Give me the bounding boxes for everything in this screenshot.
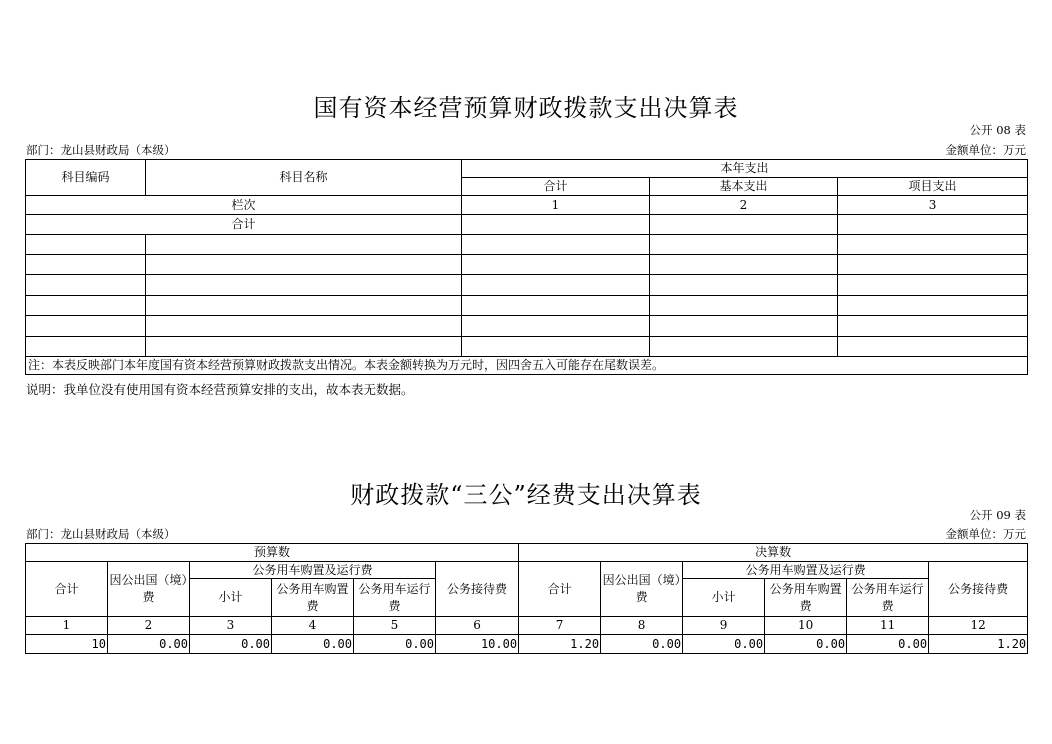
table08-code: 公开 08 表 bbox=[969, 123, 1026, 137]
header-subtotal: 小计 bbox=[190, 579, 272, 617]
table-row bbox=[26, 296, 1028, 316]
header-basic-expense: 基本支出 bbox=[650, 178, 838, 196]
header-budget: 预算数 bbox=[26, 544, 519, 562]
header-total: 合计 bbox=[462, 178, 650, 196]
table09-unit: 金额单位：万元 bbox=[945, 527, 1026, 541]
value-cell: 10.00 bbox=[436, 635, 519, 654]
column-index-2: 2 bbox=[650, 196, 838, 215]
column-number: 2 bbox=[108, 617, 190, 635]
header-total: 合计 bbox=[26, 562, 108, 617]
header-vehicle-purchase: 公务用车购置费 bbox=[765, 579, 847, 617]
column-number: 3 bbox=[190, 617, 272, 635]
header-vehicle-operation: 公务用车运行费 bbox=[847, 579, 929, 617]
header-final-accounts: 决算数 bbox=[519, 544, 1028, 562]
column-number: 9 bbox=[683, 617, 765, 635]
value-cell: 0.00 bbox=[765, 635, 847, 654]
table-row bbox=[26, 255, 1028, 275]
table-row bbox=[26, 635, 1028, 654]
column-number: 8 bbox=[601, 617, 683, 635]
header-vehicle-expense: 公务用车购置及运行费 bbox=[190, 562, 436, 579]
column-number: 11 bbox=[847, 617, 929, 635]
value-cell: 1.20 bbox=[519, 635, 601, 654]
value-cell: 0.00 bbox=[601, 635, 683, 654]
header-reception-expense: 公务接待费 bbox=[929, 562, 1028, 617]
table08-department: 部门：龙山县财政局（本级） bbox=[26, 143, 176, 157]
header-vehicle-operation: 公务用车运行费 bbox=[354, 579, 436, 617]
table09 bbox=[25, 543, 1028, 654]
header-subject-code: 科目编码 bbox=[26, 160, 146, 196]
value-cell: 10 bbox=[26, 635, 108, 654]
column-number: 12 bbox=[929, 617, 1028, 635]
column-number: 1 bbox=[26, 617, 108, 635]
total-row-cell bbox=[462, 215, 650, 235]
value-cell: 1.20 bbox=[929, 635, 1028, 654]
column-number: 7 bbox=[519, 617, 601, 635]
total-row-cell bbox=[838, 215, 1028, 235]
value-cell: 0.00 bbox=[683, 635, 765, 654]
total-row-cell bbox=[650, 215, 838, 235]
header-project-expense: 项目支出 bbox=[838, 178, 1028, 196]
table-row bbox=[26, 235, 1028, 255]
column-number: 5 bbox=[354, 617, 436, 635]
table-row bbox=[26, 275, 1028, 296]
header-abroad-expense: 因公出国（境）费 bbox=[601, 562, 683, 617]
table09-department: 部门：龙山县财政局（本级） bbox=[26, 527, 176, 541]
header-vehicle-expense: 公务用车购置及运行费 bbox=[683, 562, 929, 579]
table08-unit: 金额单位：万元 bbox=[945, 143, 1026, 157]
value-cell: 0.00 bbox=[847, 635, 929, 654]
table-row bbox=[26, 316, 1028, 337]
column-number: 10 bbox=[765, 617, 847, 635]
header-abroad-expense: 因公出国（境）费 bbox=[108, 562, 190, 617]
table08-note: 注：本表反映部门本年度国有资本经营预算财政拨款支出情况。本表金额转换为万元时，因四舍五入可能存在尾数误差。 bbox=[26, 357, 1028, 375]
header-vehicle-purchase: 公务用车购置费 bbox=[272, 579, 354, 617]
table08 bbox=[25, 159, 1028, 375]
column-index-3: 3 bbox=[838, 196, 1028, 215]
table08-title: 国有资本经营预算财政拨款支出决算表 bbox=[313, 94, 739, 122]
header-total: 合计 bbox=[519, 562, 601, 617]
column-index-1: 1 bbox=[462, 196, 650, 215]
table09-code: 公开 09 表 bbox=[969, 508, 1026, 522]
value-cell: 0.00 bbox=[190, 635, 272, 654]
table08-explanation: 说明：我单位没有使用国有资本经营预算安排的支出，故本表无数据。 bbox=[26, 382, 414, 397]
header-year-expense: 本年支出 bbox=[462, 160, 1028, 178]
column-number: 6 bbox=[436, 617, 519, 635]
header-subject-name: 科目名称 bbox=[146, 160, 462, 196]
table-row bbox=[26, 337, 1028, 357]
column-number: 4 bbox=[272, 617, 354, 635]
header-subtotal: 小计 bbox=[683, 579, 765, 617]
table09-title: 财政拨款“三公”经费支出决算表 bbox=[350, 481, 702, 509]
header-reception-expense: 公务接待费 bbox=[436, 562, 519, 617]
value-cell: 0.00 bbox=[354, 635, 436, 654]
value-cell: 0.00 bbox=[108, 635, 190, 654]
value-cell: 0.00 bbox=[272, 635, 354, 654]
column-index-label: 栏次 bbox=[26, 196, 462, 215]
total-row-label: 合计 bbox=[26, 215, 462, 235]
